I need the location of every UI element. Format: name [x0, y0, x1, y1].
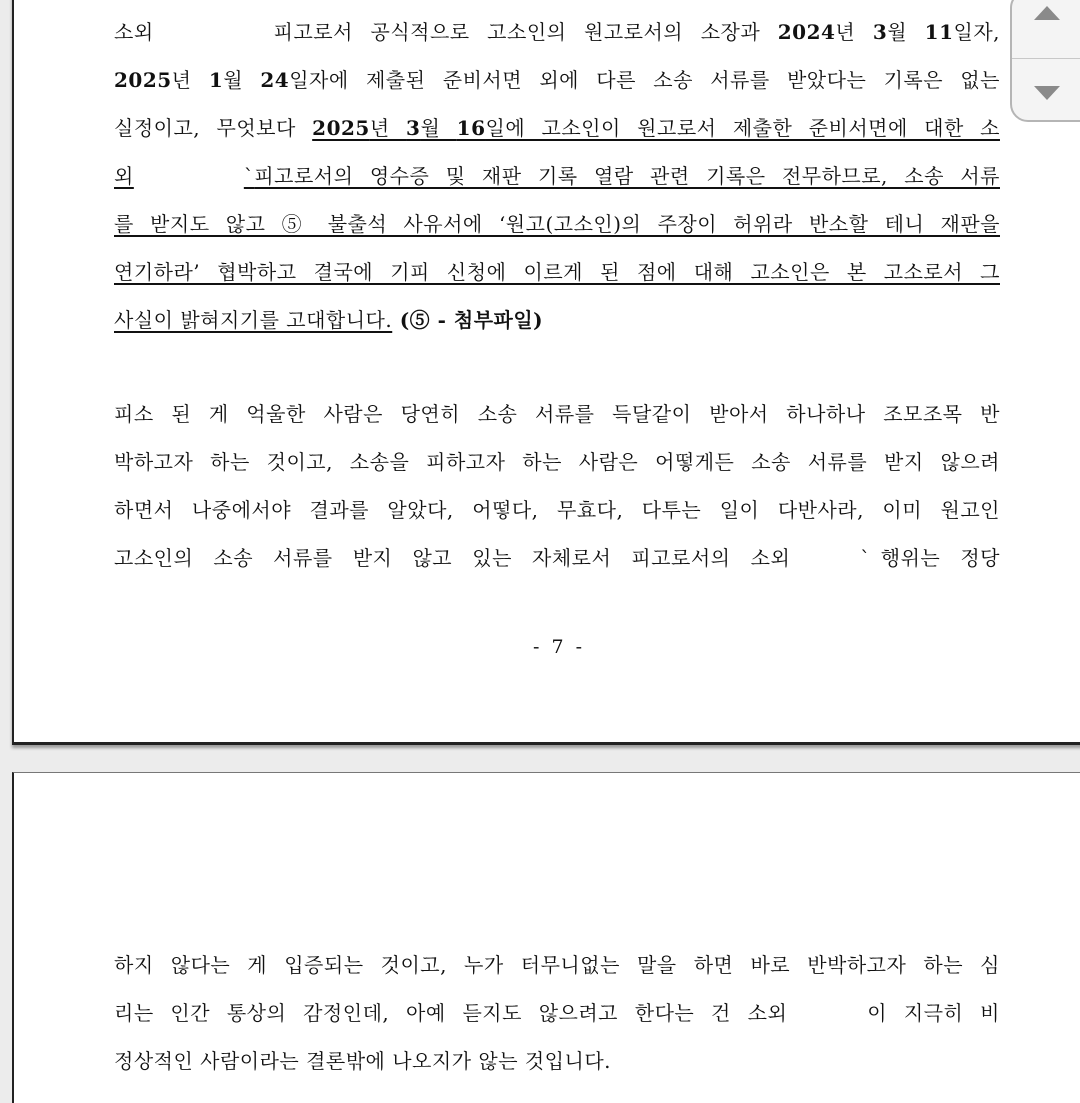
text-run: `: [860, 546, 871, 570]
text-run: 11: [924, 20, 954, 44]
text-line: [114, 252, 1000, 292]
text-line: [114, 300, 1000, 340]
document-page-7: [12, 0, 1080, 745]
text-run: 1: [208, 68, 224, 92]
text-run: 2025: [114, 68, 172, 92]
text-run: 일에 고소인이 원고로서 제출한 준비서면에 대한 소: [485, 116, 1000, 140]
scroll-controls: [1010, 0, 1080, 122]
text-run: 일자,: [953, 20, 1000, 44]
text-run: 월: [887, 20, 925, 44]
text-run: 피고로서 공식적으로 고소인의 원고로서의 소장과: [273, 20, 778, 44]
page-number: - 7 -: [532, 636, 585, 658]
text-run: 정상적인 사람이라는 결론밖에 나오지가 않는 것입니다.: [114, 1049, 612, 1073]
text-run: 행위는 정당: [880, 546, 1000, 570]
attachment-note: (⑤ - 첨부파일): [392, 308, 544, 332]
text-line: [114, 945, 1000, 985]
text-line: [114, 442, 1000, 482]
divider: [1012, 58, 1080, 59]
text-run: 외: [114, 164, 134, 188]
text-run: 2025: [312, 116, 370, 140]
text-run: 2024: [777, 20, 836, 44]
text-run: 16: [456, 116, 486, 140]
text-line: [114, 538, 1000, 578]
text-run: 고소인의 소송 서류를 받지 않고 있는 자체로서 피고로서의 소외: [114, 546, 791, 570]
text-run: `: [243, 164, 255, 188]
text-line: [114, 204, 1000, 244]
text-run: 하지 않다는 게 입증되는 것이고, 누가 터무니없는 말을 하면 바로 반박하고자 하는 심: [114, 953, 1000, 977]
text-run: 월: [420, 116, 457, 140]
text-run: 년: [835, 20, 873, 44]
text-line: [114, 12, 1000, 52]
text-run: 피고로서의 영수증 및 재판 기록 열람 관련 기록은 전무하므로, 소송 서류: [254, 164, 1000, 188]
text-run: 연기하라’ 협박하고 결국에 기피 신청에 이르게 된 점에 대해 고소인은 본 고소로서 그: [114, 260, 1000, 284]
document-page-8: [12, 772, 1080, 1103]
text-line: [114, 60, 1000, 100]
text-line: [114, 394, 1000, 434]
triangle-up-icon[interactable]: [1034, 6, 1060, 20]
text-run: 이 지극히 비: [867, 1001, 1000, 1025]
text-run: 하면서 나중에서야 결과를 알았다, 어떻다, 무효다, 다투는 일이 다반사라, 이미 원고인: [114, 498, 1000, 522]
text-run: 24: [260, 68, 290, 92]
text-line: [114, 108, 1000, 148]
text-line: [114, 156, 1000, 196]
triangle-down-icon[interactable]: [1034, 86, 1060, 100]
text-run: 를 받지도 않고 ⑤ 불출석 사유서에 ‘원고(고소인)의 주장이 허위라 반소할 테니 재판을: [114, 212, 1000, 236]
text-run: 일자에 제출된 준비서면 외에 다른 소송 서류를 받았다는 기록은 없는: [289, 68, 1000, 92]
text-line: [114, 490, 1000, 530]
text-run: 실정이고, 무엇보다: [114, 116, 313, 140]
text-line: [114, 1041, 1000, 1081]
text-run: 년: [369, 116, 407, 140]
text-run: 소외: [114, 20, 154, 44]
text-run: 피소 된 게 억울한 사람은 당연히 소송 서류를 득달같이 받아서 하나하나 조모조목 반: [114, 402, 1000, 426]
text-run: 3: [406, 116, 421, 140]
text-run: 사실이 밝혀지기를 고대합니다.: [114, 308, 393, 332]
text-run: 리는 인간 통상의 감정인데, 아예 듣지도 않으려고 한다는 건 소외: [114, 1001, 788, 1025]
text-line: [114, 993, 1000, 1033]
text-run: 3: [872, 20, 888, 44]
text-run: 월: [223, 68, 261, 92]
text-run: 년: [171, 68, 209, 92]
text-run: 박하고자 하는 것이고, 소송을 피하고자 하는 사람은 어떻게든 소송 서류를 받지 않으려: [114, 450, 1000, 474]
